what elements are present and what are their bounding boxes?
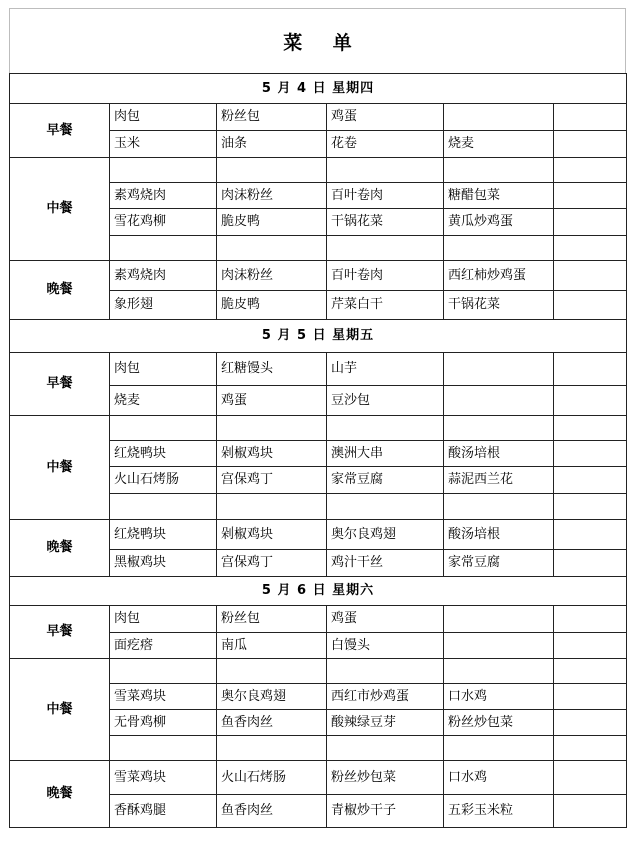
meal-label: 晚餐: [10, 520, 110, 577]
empty-cell: [554, 795, 627, 828]
day-header: 5 月 6 日 星期六: [10, 577, 627, 606]
menu-row: [10, 520, 627, 550]
dish-cell: [444, 494, 554, 520]
dish-cell: 青椒炒干子: [327, 795, 444, 828]
meal-label: 中餐: [10, 416, 110, 520]
dish-cell: 烧麦: [110, 386, 217, 416]
dish-cell: 糖醋包菜: [444, 183, 554, 209]
dish-cell: 蒜泥西兰花: [444, 467, 554, 494]
dish-cell: 奥尔良鸡翅: [327, 520, 444, 550]
meal-label: 早餐: [10, 353, 110, 416]
dish-cell: 素鸡烧肉: [110, 183, 217, 209]
empty-cell: [554, 261, 627, 291]
dish-cell: [327, 659, 444, 684]
dish-cell: [327, 494, 444, 520]
dish-cell: 宫保鸡丁: [217, 467, 327, 494]
dish-cell: 鸡蛋: [327, 606, 444, 633]
dish-cell: 鸡蛋: [327, 104, 444, 131]
dish-cell: [217, 494, 327, 520]
empty-cell: [554, 183, 627, 209]
dish-cell: 豆沙包: [327, 386, 444, 416]
dish-cell: [444, 633, 554, 659]
dish-cell: [217, 416, 327, 441]
empty-cell: [554, 494, 627, 520]
dish-cell: [110, 736, 217, 761]
dish-cell: 家常豆腐: [327, 467, 444, 494]
dish-cell: [217, 659, 327, 684]
empty-cell: [554, 467, 627, 494]
dish-cell: 口水鸡: [444, 684, 554, 710]
dish-cell: [110, 236, 217, 261]
dish-cell: [110, 659, 217, 684]
meal-label: 晚餐: [10, 761, 110, 828]
dish-cell: [217, 236, 327, 261]
dish-cell: 油条: [217, 131, 327, 158]
menu-title: 菜 单: [283, 31, 364, 54]
dish-cell: 西红柿炒鸡蛋: [444, 261, 554, 291]
dish-cell: 鸡蛋: [217, 386, 327, 416]
dish-cell: 肉包: [110, 353, 217, 386]
menu-table: [9, 73, 627, 828]
dish-cell: 鸡汁干丝: [327, 550, 444, 577]
empty-cell: [554, 633, 627, 659]
dish-cell: 剁椒鸡块: [217, 441, 327, 467]
dish-cell: 粉丝炒包菜: [444, 710, 554, 736]
dish-cell: 西红市炒鸡蛋: [327, 684, 444, 710]
day-header: 5 月 4 日 星期四: [10, 74, 627, 104]
day-header: 5 月 5 日 星期五: [10, 320, 627, 353]
dish-cell: 剁椒鸡块: [217, 520, 327, 550]
empty-cell: [554, 550, 627, 577]
dish-cell: 红糖馒头: [217, 353, 327, 386]
dish-cell: 无骨鸡柳: [110, 710, 217, 736]
dish-cell: 干锅花菜: [444, 291, 554, 320]
dish-cell: [444, 736, 554, 761]
dish-cell: 素鸡烧肉: [110, 261, 217, 291]
dish-cell: 南瓜: [217, 633, 327, 659]
dish-cell: 脆皮鸭: [217, 209, 327, 236]
dish-cell: 玉米: [110, 131, 217, 158]
dish-cell: 酸辣绿豆芽: [327, 710, 444, 736]
dish-cell: [444, 104, 554, 131]
dish-cell: [444, 353, 554, 386]
empty-cell: [554, 209, 627, 236]
menu-row: [10, 416, 627, 441]
dish-cell: 象形翅: [110, 291, 217, 320]
dish-cell: [444, 659, 554, 684]
meal-label: 中餐: [10, 659, 110, 761]
empty-cell: [554, 416, 627, 441]
empty-cell: [554, 104, 627, 131]
dish-cell: 山芋: [327, 353, 444, 386]
empty-cell: [554, 606, 627, 633]
dish-cell: [444, 236, 554, 261]
menu-row: [10, 104, 627, 131]
dish-cell: 粉丝包: [217, 606, 327, 633]
dish-cell: 脆皮鸭: [217, 291, 327, 320]
meal-label: 早餐: [10, 104, 110, 158]
dish-cell: 酸汤培根: [444, 520, 554, 550]
empty-cell: [554, 710, 627, 736]
dish-cell: 黄瓜炒鸡蛋: [444, 209, 554, 236]
dish-cell: 肉包: [110, 606, 217, 633]
dish-cell: 干锅花菜: [327, 209, 444, 236]
menu-row: [10, 353, 627, 386]
dish-cell: [444, 158, 554, 183]
dish-cell: [110, 494, 217, 520]
dish-cell: 百叶卷肉: [327, 183, 444, 209]
dish-cell: 香酥鸡腿: [110, 795, 217, 828]
menu-row: [10, 659, 627, 684]
dish-cell: 芹菜白干: [327, 291, 444, 320]
dish-cell: 粉丝炒包菜: [327, 761, 444, 795]
empty-cell: [554, 520, 627, 550]
dish-cell: [327, 236, 444, 261]
dish-cell: 口水鸡: [444, 761, 554, 795]
meal-label: 早餐: [10, 606, 110, 659]
empty-cell: [554, 386, 627, 416]
menu-row: [10, 606, 627, 633]
dish-cell: [217, 736, 327, 761]
menu-title-box: [9, 8, 626, 73]
dish-cell: 宫保鸡丁: [217, 550, 327, 577]
meal-label: 中餐: [10, 158, 110, 261]
dish-cell: [444, 386, 554, 416]
dish-cell: 面疙瘩: [110, 633, 217, 659]
dish-cell: 澳洲大串: [327, 441, 444, 467]
dish-cell: [110, 416, 217, 441]
empty-cell: [554, 761, 627, 795]
dish-cell: [327, 158, 444, 183]
dish-cell: 红烧鸭块: [110, 441, 217, 467]
dish-cell: 家常豆腐: [444, 550, 554, 577]
dish-cell: 雪菜鸡块: [110, 761, 217, 795]
empty-cell: [554, 684, 627, 710]
dish-cell: 奥尔良鸡翅: [217, 684, 327, 710]
dish-cell: 五彩玉米粒: [444, 795, 554, 828]
dish-cell: [110, 158, 217, 183]
dish-cell: 黑椒鸡块: [110, 550, 217, 577]
empty-cell: [554, 158, 627, 183]
dish-cell: [444, 416, 554, 441]
empty-cell: [554, 659, 627, 684]
empty-cell: [554, 736, 627, 761]
dish-cell: 花卷: [327, 131, 444, 158]
empty-cell: [554, 131, 627, 158]
dish-cell: [327, 736, 444, 761]
dish-cell: [444, 606, 554, 633]
dish-cell: 雪菜鸡块: [110, 684, 217, 710]
dish-cell: 肉沫粉丝: [217, 183, 327, 209]
dish-cell: 雪花鸡柳: [110, 209, 217, 236]
dish-cell: 火山石烤肠: [217, 761, 327, 795]
menu-row: [10, 761, 627, 795]
menu-row: [10, 158, 627, 183]
dish-cell: 肉包: [110, 104, 217, 131]
menu-row: [10, 261, 627, 291]
empty-cell: [554, 353, 627, 386]
dish-cell: [217, 158, 327, 183]
dish-cell: 肉沫粉丝: [217, 261, 327, 291]
dish-cell: 白馒头: [327, 633, 444, 659]
empty-cell: [554, 291, 627, 320]
dish-cell: 火山石烤肠: [110, 467, 217, 494]
dish-cell: 烧麦: [444, 131, 554, 158]
dish-cell: 鱼香肉丝: [217, 710, 327, 736]
meal-label: 晚餐: [10, 261, 110, 320]
empty-cell: [554, 441, 627, 467]
dish-cell: 红烧鸭块: [110, 520, 217, 550]
dish-cell: [327, 416, 444, 441]
empty-cell: [554, 236, 627, 261]
dish-cell: 粉丝包: [217, 104, 327, 131]
dish-cell: 鱼香肉丝: [217, 795, 327, 828]
dish-cell: 酸汤培根: [444, 441, 554, 467]
dish-cell: 百叶卷肉: [327, 261, 444, 291]
